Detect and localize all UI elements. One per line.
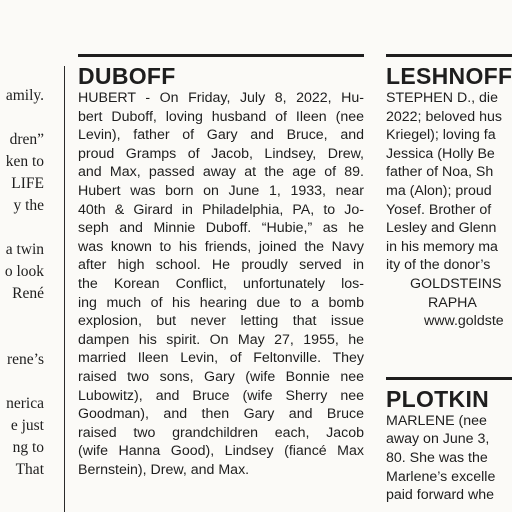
duboff-obituary <box>78 0 364 512</box>
text-line: Marlene’s excelle <box>386 468 496 485</box>
text-line: paid forward whe <box>386 487 495 504</box>
text-line: the Korean Conflict, unfortunately los- <box>78 275 364 292</box>
text-line: in his memory ma <box>386 238 498 255</box>
text-line: o look <box>4 263 44 280</box>
text-line: ing much of his hearing due to a bomb <box>78 294 364 311</box>
text-line: 80. She was the <box>386 449 488 466</box>
text-line: Jessica (Holly Be <box>386 145 495 162</box>
text-line: seph and Minnie Duboff. “Hubie,” as he <box>78 220 364 237</box>
text-line: MARLENE (nee <box>386 412 487 429</box>
text-line: Bernstein), Drew, and Max. <box>78 461 250 478</box>
text-line: father of Noa, Sh <box>386 164 494 181</box>
plotkin-obituary <box>386 377 512 505</box>
text-line: ity of the donor’s <box>386 257 491 274</box>
text-line: Lesley and Glenn <box>386 220 497 237</box>
text-line: Goodman), and then Gary and Bruce <box>78 406 364 423</box>
obituary-body <box>386 412 512 505</box>
text-line: Hubert was born on June 1, 1933, near <box>78 182 364 199</box>
previous-obituary-column <box>0 0 44 512</box>
section-rule <box>386 377 512 380</box>
text-line: 2022; beloved hus <box>386 108 502 125</box>
text-line: away on June 3, <box>386 431 490 448</box>
funeral-home-website: www.goldste <box>424 313 504 330</box>
text-line: and Max, passed away at the age of 89. <box>78 164 364 181</box>
text-line: a twin <box>5 241 44 258</box>
text-line: Lubowitz), and Bruce (wife Sherry nee <box>78 387 364 404</box>
obituary-name: PLOTKIN <box>386 385 490 412</box>
text-line: Yosef. Brother of <box>386 201 492 218</box>
text-line: René <box>12 285 44 302</box>
text-line: rene’s <box>6 351 44 368</box>
text-line: e just <box>10 417 44 434</box>
section-rule <box>386 54 512 57</box>
text-line: (wife Hanna Good), Lindsey (fiancé Max <box>78 443 364 460</box>
text-line: married Ileen Levin, of Feltonville. They <box>78 350 364 367</box>
right-column <box>386 0 512 512</box>
text-line: ng to <box>12 439 44 456</box>
obituary-body <box>386 89 512 331</box>
text-line: bert Duboff, loving husband of Ileen (nee <box>78 108 364 125</box>
text-line: amily. <box>5 87 44 104</box>
obituary-name: DUBOFF <box>78 63 176 89</box>
text-line: after high school. He proudly served in <box>78 257 364 274</box>
text-line: 40th & Girard in Philadelphia, PA, to Jo- <box>78 201 364 218</box>
text-line: HUBERT - On Friday, July 8, 2022, Hu- <box>78 90 364 106</box>
text-line: STEPHEN D., die <box>386 90 498 106</box>
text-line: y the <box>13 197 44 214</box>
text-line: LIFE <box>11 175 44 192</box>
text-line: ma (Alon); proud <box>386 182 492 199</box>
text-line: Levin), father of Gary and Bruce, and <box>78 127 364 144</box>
text-line: nerica <box>6 395 44 412</box>
text-line: raised two grandchildren each, Jacob <box>78 424 364 441</box>
text-line: That <box>15 461 44 478</box>
text-line: proud Gramps of Jacob, Lindsey, Drew, <box>78 145 364 162</box>
funeral-home-name: GOLDSTEINS <box>410 275 502 292</box>
obituary-name: LESHNOFF <box>386 63 512 89</box>
obituary-body <box>78 89 364 479</box>
text-line: dampen his spirit. On May 27, 1955, he <box>78 331 364 348</box>
leshnoff-obituary <box>386 54 512 331</box>
section-rule <box>78 54 364 57</box>
text-line: raised two sons, Gary (wife Bonnie nee <box>78 368 364 385</box>
text-line: was known to his friends, joined the Navy <box>78 238 364 255</box>
text-line: dren” <box>9 131 44 148</box>
funeral-home-line: RAPHA <box>428 294 477 311</box>
column-divider <box>64 66 65 512</box>
text-line: explosion, but never letting that issue <box>78 313 364 330</box>
text-line: ken to <box>5 153 44 170</box>
text-line: Kriegel); loving fa <box>386 127 496 144</box>
